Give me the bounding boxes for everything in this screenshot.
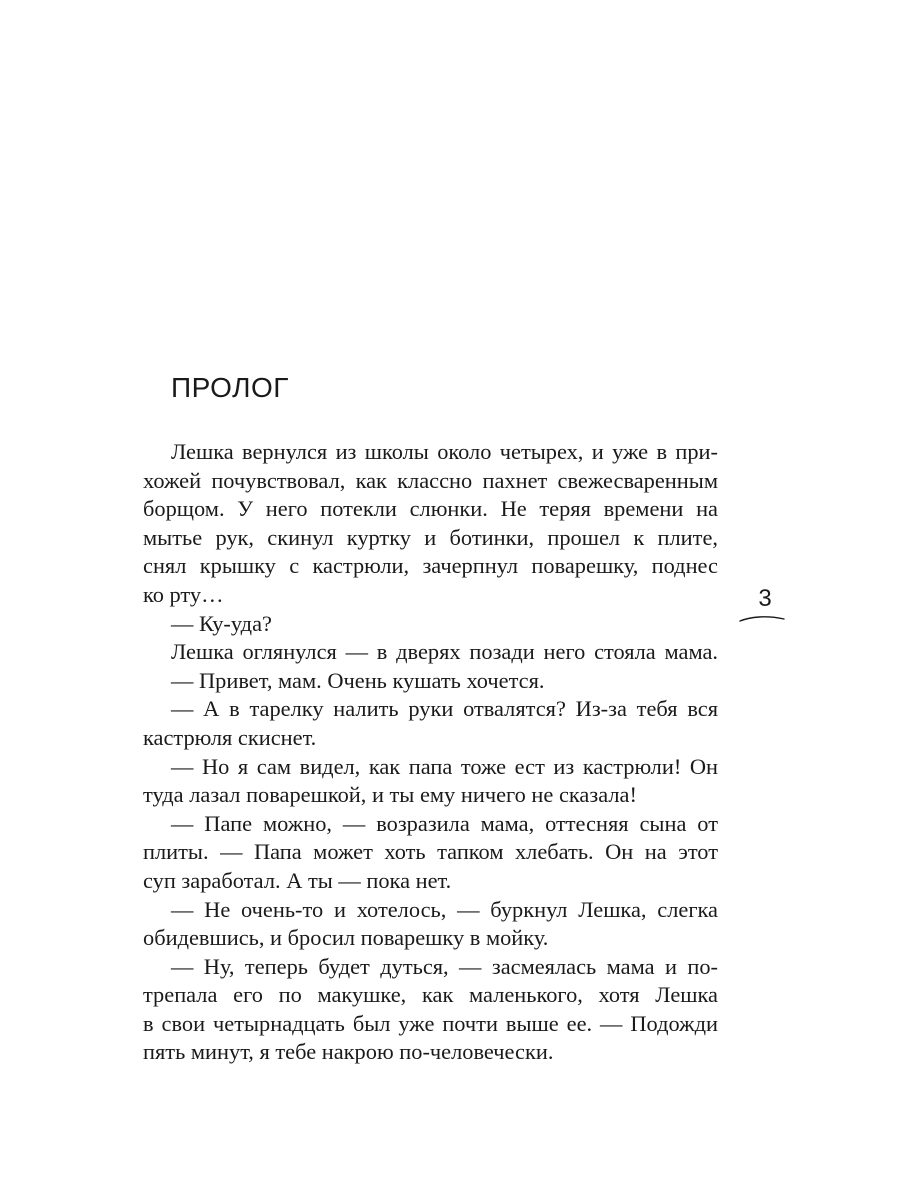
text-line: хожей почувствовал, как классно пахнет свежесваренным [143, 467, 718, 493]
text-line: Лешка вернулся из школы около четырех, и уже в при- [171, 439, 718, 464]
text-line: ко рту… [143, 581, 224, 607]
text-line: кастрюля скиснет. [143, 724, 317, 750]
text-line: — Привет, мам. Очень кушать хочется. [171, 667, 545, 693]
text-line: борщом. У него потекли слюнки. Не теряя времени на [143, 496, 718, 522]
body-text [143, 438, 718, 1067]
text-line: — Ну, теперь будет дуться, — засмеялась мама и по- [171, 953, 718, 979]
text-line: туда лазал поварешкой, и ты ему ничего не сказала! [143, 782, 637, 808]
text-line: суп заработал. А ты — пока нет. [143, 867, 452, 893]
text-line: плиты. — Папа может хоть тапком хлебать. Он на этот [143, 839, 718, 865]
text-line: в свои четырнадцать был уже почти выше ее. — Подожди [143, 1010, 718, 1036]
text-line: мытье рук, скинул куртку и ботинки, прошел к плите, [143, 524, 718, 550]
chapter-title: ПРОЛОГ [171, 372, 289, 403]
text-line: Лешка оглянулся — в дверях позади него стояла мама. [171, 639, 718, 665]
text-line: — А в тарелку налить руки отвалятся? Из-за тебя вся [171, 696, 718, 722]
page-number: 3 [758, 585, 772, 612]
page-number-swash [738, 612, 786, 626]
text-line: — Ку-уда? [171, 610, 272, 636]
text-line: пять минут, я тебе накрою по-человечески. [143, 1039, 554, 1065]
text-line: — Но я сам видел, как папа тоже ест из кастрюли! Он [171, 753, 718, 779]
text-line: — Папе можно, — возразила мама, оттесняя сына от [171, 810, 718, 836]
text-line: снял крышку с кастрюли, зачерпнул поварешку, поднес [143, 553, 718, 579]
text-line: обидевшись, и бросил поварешку в мойку. [143, 925, 549, 951]
text-line: трепала его по макушке, как маленького, хотя Лешка [143, 982, 718, 1008]
text-line: — Не очень-то и хотелось, — буркнул Лешка, слегка [171, 896, 718, 922]
